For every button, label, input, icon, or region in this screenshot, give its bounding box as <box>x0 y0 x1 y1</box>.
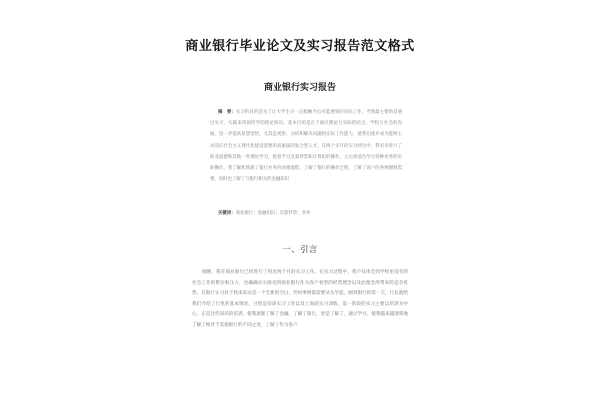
report-title: 商业银行实习报告 <box>263 83 336 93</box>
abstract-text: 实习的目的是为了让大学生早一点接触今后可能遇到的实际工作，当然最主要的是通过实习，实践来巩固所学的理论知识，基本目的是在于通过理论与实际的结合，学校与社会的沟通，进一步提高思想觉悟，尤其是观察、分析和解决问题的实际工作能力，使我们逐步成为能够主动适应社会主义现代化建设需要的高素质的复合型人才。在两个多月的实习经历中，我有幸进行了职业道德和其他一些理论学习，接着学习点算钞票和计算机的操作，之后到前台学习各种业务的实际操作。我了解和熟悉了银行业务的办理流程，了解了银行的操作过程，了解了客户的各种理财需要，同时也了解了与银行相关的金融知识 <box>210 110 402 183</box>
keywords-text: 商业银行；金融知识；点算钞票；业务 <box>235 211 311 216</box>
abstract-paragraph <box>210 107 402 185</box>
section-heading: 一、引言 <box>282 245 318 255</box>
keywords-label: 关键词： <box>218 211 236 216</box>
document-title: 商业银行毕业论文及实习报告范文格式 <box>185 39 415 54</box>
keywords-line <box>210 209 402 219</box>
abstract-label: 摘 要： <box>218 110 236 115</box>
body-paragraph: 刚刚，我在商业银行已经进行了将近两个月的实习工作。在实习过程中，我不仅体会到学校里没有的社会工作的繁杂和压力，也确确实实感受到商业银行作为客户看型的经营理念以及此理念所带来的竞争优势。在银行实习对于我来说这是一个全新的空白，仍何事情都需要从头学起。刚到银行的第一天，行长就给我们介绍了行里的基本情况，分别是培训实习工作以及上岗前实习训练，第一阶段的实习主要以培训为中心，正是这些知识的培训，使我逐渐了解了金融，了解了银行，更是了解了，通过学习，使我越来越深刻地了解了相对于其他银行的不同之处，了解了作为客户 <box>192 270 408 328</box>
